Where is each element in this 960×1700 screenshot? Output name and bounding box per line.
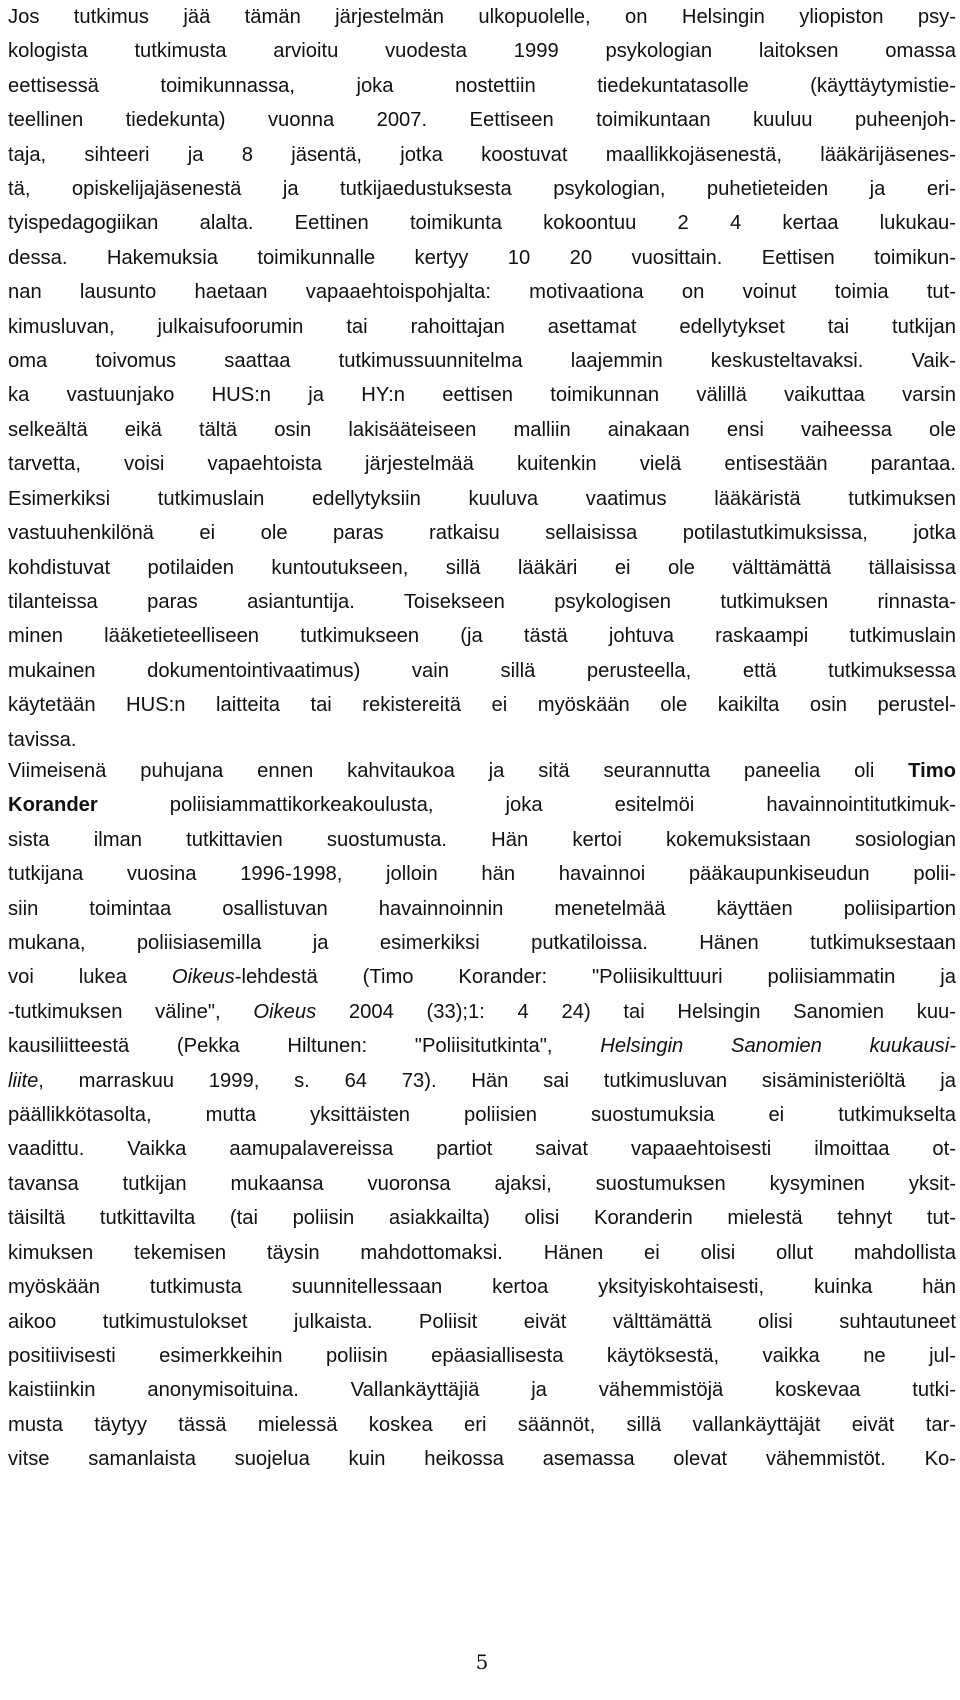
text-line — [8, 1029, 956, 1063]
text-run: , marraskuu 1999, s. 64 73). Hän sai tutkimusluvan sisäministeriöltä ja — [38, 1069, 956, 1092]
text-line: kologista tutkimusta arvioitu vuodesta 1999 psykologian laitoksen omassa — [8, 40, 956, 63]
text-run: 2004 (33);1: 4 24) tai Helsingin Sanomien kuu- — [316, 1000, 957, 1023]
text-line: kohdistuvat potilaiden kuntoutukseen, sillä lääkäri ei ole välttämättä tällaisissa — [8, 556, 956, 579]
text-line: vitse samanlaista suojelua kuin heikossa asemassa olevat vähemmistöt. Ko- — [8, 1448, 956, 1471]
text-line: mukana, poliisiasemilla ja esimerkiksi putkatiloissa. Hänen tutkimuksestaan — [8, 932, 956, 955]
text-line: kimuksen tekemisen täysin mahdottomaksi. Hänen ei olisi ollut mahdollista — [8, 1241, 956, 1264]
text-line: kimusluvan, julkaisufoorumin tai rahoittajan asettamat edellytykset tai tutkijan — [8, 315, 956, 338]
text-line: vaadittu. Vaikka aamupalavereissa partiot saivat vapaaehtoisesti ilmoittaa ot- — [8, 1138, 956, 1161]
text-line: positiivisesti esimerkkeihin poliisin epäasiallisesta käytöksestä, vaikka ne jul- — [8, 1344, 956, 1367]
text-run: -tutkimuksen väline", — [8, 1000, 254, 1023]
text-line — [8, 1064, 956, 1098]
text-run: poliisiammattikorkeakoulusta, joka esitelmöi havainnointitutkimuk- — [97, 794, 956, 817]
publication-title: liite — [8, 1069, 39, 1092]
text-line: eettisessä toimikunnassa, joka nostettiin tiedekuntatasolle (käyttäytymistie- — [8, 74, 956, 97]
text-line — [8, 788, 956, 822]
text-run: Viimeisenä puhujana ennen kahvitaukoa ja sitä seurannutta paneelia oli — [8, 760, 909, 782]
paragraph-korander — [8, 754, 956, 1477]
text-line: Esimerkiksi tutkimuslain edellytyksiin kuuluva vaatimus lääkäristä tutkimuksen — [8, 487, 956, 510]
text-line: tilanteissa paras asiantuntija. Toisekseen psykologisen tutkimuksen rinnasta- — [8, 590, 956, 613]
text-line: tyispedagogiikan alalta. Eettinen toimikunta kokoontuu 2 4 kertaa lukukau- — [8, 212, 956, 235]
text-line: minen lääketieteelliseen tutkimukseen (ja tästä johtuva raskaampi tutkimuslain — [8, 625, 956, 648]
paragraph-ethics-committee — [8, 0, 956, 757]
publication-title: Helsingin Sanomien kuukausi- — [600, 1035, 956, 1058]
text-line: mukainen dokumentointivaatimus) vain sillä perusteella, että tutkimuksessa — [8, 659, 956, 682]
text-line: siin toimintaa osallistuvan havainnoinnin menetelmää käyttäen poliisipartion — [8, 897, 956, 920]
text-line: Jos tutkimus jää tämän järjestelmän ulkopuolelle, on Helsingin yliopiston psy- — [8, 6, 956, 28]
text-line: tä, opiskelijajäsenestä ja tutkijaedustuksesta psykologian, puhetieteiden ja eri- — [8, 178, 956, 201]
text-line: teellinen tiedekunta) vuonna 2007. Eettiseen toimikuntaan kuuluu puheenjoh- — [8, 109, 956, 132]
text-line: myöskään tutkimusta suunnitellessaan kertoa yksityiskohtaisesti, kuinka hän — [8, 1276, 956, 1299]
text-line: aikoo tutkimustulokset julkaista. Poliisit eivät välttämättä olisi suhtautuneet — [8, 1310, 956, 1333]
page-number: 5 — [475, 1650, 489, 1674]
speaker-name: Timo — [908, 760, 956, 782]
text-line: täisiltä tutkittavilta (tai poliisin asiakkailta) olisi Koranderin mielestä tehnyt tut- — [8, 1207, 956, 1230]
text-line: taja, sihteeri ja 8 jäsentä, jotka koostuvat maallikkojäsenestä, lääkärijäsenes- — [8, 143, 956, 166]
text-line — [8, 960, 956, 994]
text-line: ka vastuunjako HUS:n ja HY:n eettisen toimikunnan välillä vaikuttaa varsin — [8, 384, 956, 407]
publication-title: Oikeus — [171, 966, 235, 989]
text-run: kausiliitteestä (Pekka Hiltunen: "Poliisitutkinta", — [8, 1035, 601, 1058]
text-line: tavissa. — [8, 728, 77, 751]
text-line: musta täytyy tässä mielessä koskea eri säännöt, sillä vallankäyttäjät eivät tar- — [8, 1413, 956, 1436]
text-line: kaistiinkin anonymisoituina. Vallankäyttäjiä ja vähemmistöjä koskevaa tutki- — [8, 1379, 956, 1402]
text-line: käytetään HUS:n laitteita tai rekistereitä ei myöskään ole kaikilta osin perustel- — [8, 694, 956, 717]
text-line: tarvetta, voisi vapaehtoista järjestelmää kuitenkin vielä entisestään parantaa. — [8, 453, 956, 476]
speaker-name: Korander — [8, 794, 98, 817]
document-page — [8, 0, 956, 1700]
text-line: päällikkötasolta, mutta yksittäisten poliisien suostumuksia ei tutkimukselta — [8, 1104, 956, 1127]
text-line — [8, 754, 956, 788]
text-line: tavansa tutkijan mukaansa vuoronsa ajaksi, suostumuksen kysyminen yksit- — [8, 1172, 956, 1195]
text-line: dessa. Hakemuksia toimikunnalle kertyy 10 20 vuosittain. Eettisen toimikun- — [8, 246, 956, 269]
text-line: oma toivomus saattaa tutkimussuunnitelma laajemmin keskusteltavaksi. Vaik- — [8, 350, 956, 373]
publication-title: Oikeus — [253, 1000, 317, 1023]
text-line — [8, 995, 956, 1029]
text-line: nan lausunto haetaan vapaaehtoispohjalta: motivaationa on voinut toimia tut- — [8, 281, 956, 304]
text-line: tutkijana vuosina 1996-1998, jolloin hän havainnoi pääkaupunkiseudun polii- — [8, 863, 956, 886]
text-run: -lehdestä (Timo Korander: "Poliisikulttuuri poliisiammatin ja — [234, 966, 956, 989]
text-run: voi lukea — [8, 966, 172, 989]
text-line: selkeältä eikä tältä osin lakisääteiseen malliin ainakaan ensi vaiheessa ole — [8, 418, 956, 441]
text-line: sista ilman tutkittavien suostumusta. Hän kertoi kokemuksistaan sosiologian — [8, 828, 956, 851]
text-line: vastuuhenkilönä ei ole paras ratkaisu sellaisissa potilastutkimuksissa, jotka — [8, 522, 956, 545]
